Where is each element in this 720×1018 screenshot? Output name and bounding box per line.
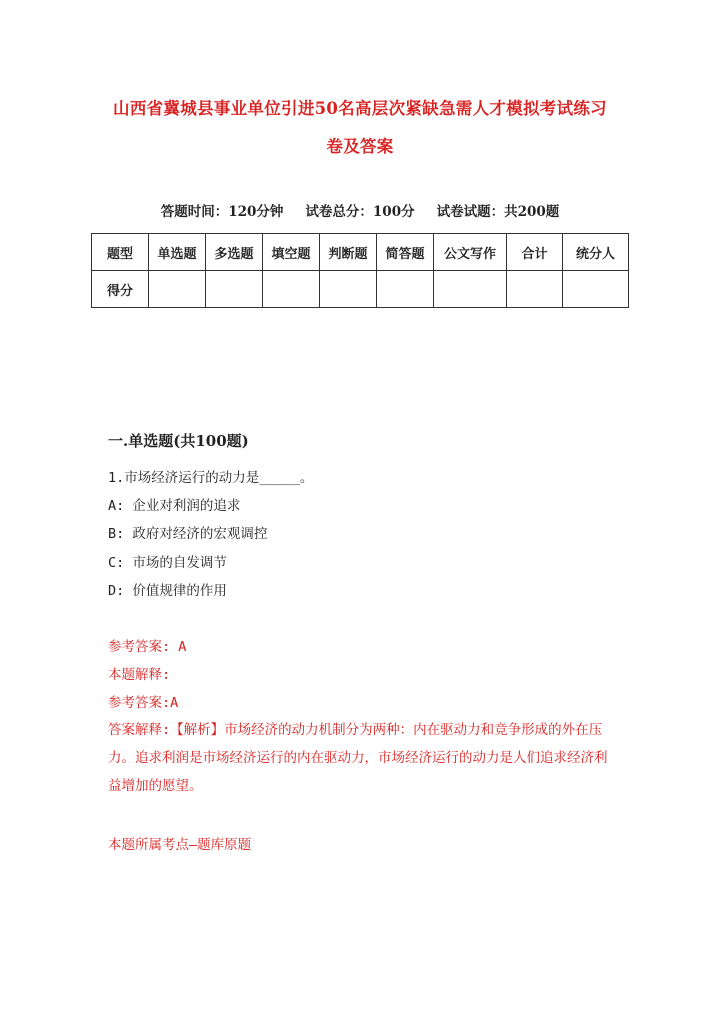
header-cell-document-writing: 公文写作 — [434, 234, 507, 271]
exam-time: 答题时间：120分钟 — [160, 204, 284, 220]
reference-answer-2: 参考答案:A — [108, 695, 179, 711]
option-b: B: 政府对经济的宏观调控 — [108, 526, 268, 542]
option-d: D: 价值规律的作用 — [108, 583, 227, 599]
document-title-line-2: 卷及答案 — [326, 137, 394, 156]
exam-total-questions: 试卷试题：共200题 — [436, 204, 560, 220]
score-cell-total — [507, 271, 563, 308]
score-table — [91, 233, 629, 308]
header-cell-multiple-choice: 多选题 — [206, 234, 263, 271]
row-label-score: 得分 — [92, 271, 149, 308]
header-cell-short-answer: 简答题 — [377, 234, 434, 271]
score-cell-short-answer — [377, 271, 434, 308]
score-cell-fill-blank — [263, 271, 320, 308]
header-cell-type: 题型 — [92, 234, 149, 271]
exam-meta — [92, 200, 628, 220]
header-cell-total: 合计 — [507, 234, 563, 271]
topic-note: 本题所属考点—题库原题 — [108, 837, 252, 853]
reference-answer: 参考答案: A — [108, 639, 187, 655]
score-cell-scorer — [563, 271, 629, 308]
question-stem: 1.市场经济运行的动力是_____。 — [108, 470, 314, 486]
header-cell-scorer: 统分人 — [563, 234, 629, 271]
document-title-line-1: 山西省冀城县事业单位引进50名高层次紧缺急需人才模拟考试练习 — [113, 99, 607, 118]
score-cell-document-writing — [434, 271, 507, 308]
option-c: C: 市场的自发调节 — [108, 555, 227, 571]
score-table-header-row — [92, 234, 629, 271]
score-cell-single-choice — [149, 271, 206, 308]
header-cell-true-false: 判断题 — [320, 234, 377, 271]
header-cell-fill-blank: 填空题 — [263, 234, 320, 271]
exam-total-score: 试卷总分：100分 — [305, 204, 415, 220]
answer-explanation: 答案解释:【解析】市场经济的动力机制分为两种：内在驱动力和竞争形成的外在压力。追求利润是市场经济运行的内在驱动力，市场经济运行的动力是人们追求经济利益增加的愿望。 — [108, 722, 608, 794]
score-cell-true-false — [320, 271, 377, 308]
score-cell-multiple-choice — [206, 271, 263, 308]
header-cell-single-choice: 单选题 — [149, 234, 206, 271]
explanation-label: 本题解释: — [108, 667, 171, 683]
section-title: 一.单选题(共100题) — [108, 432, 249, 450]
option-a: A: 企业对利润的追求 — [108, 498, 241, 514]
score-table-score-row — [92, 271, 629, 308]
